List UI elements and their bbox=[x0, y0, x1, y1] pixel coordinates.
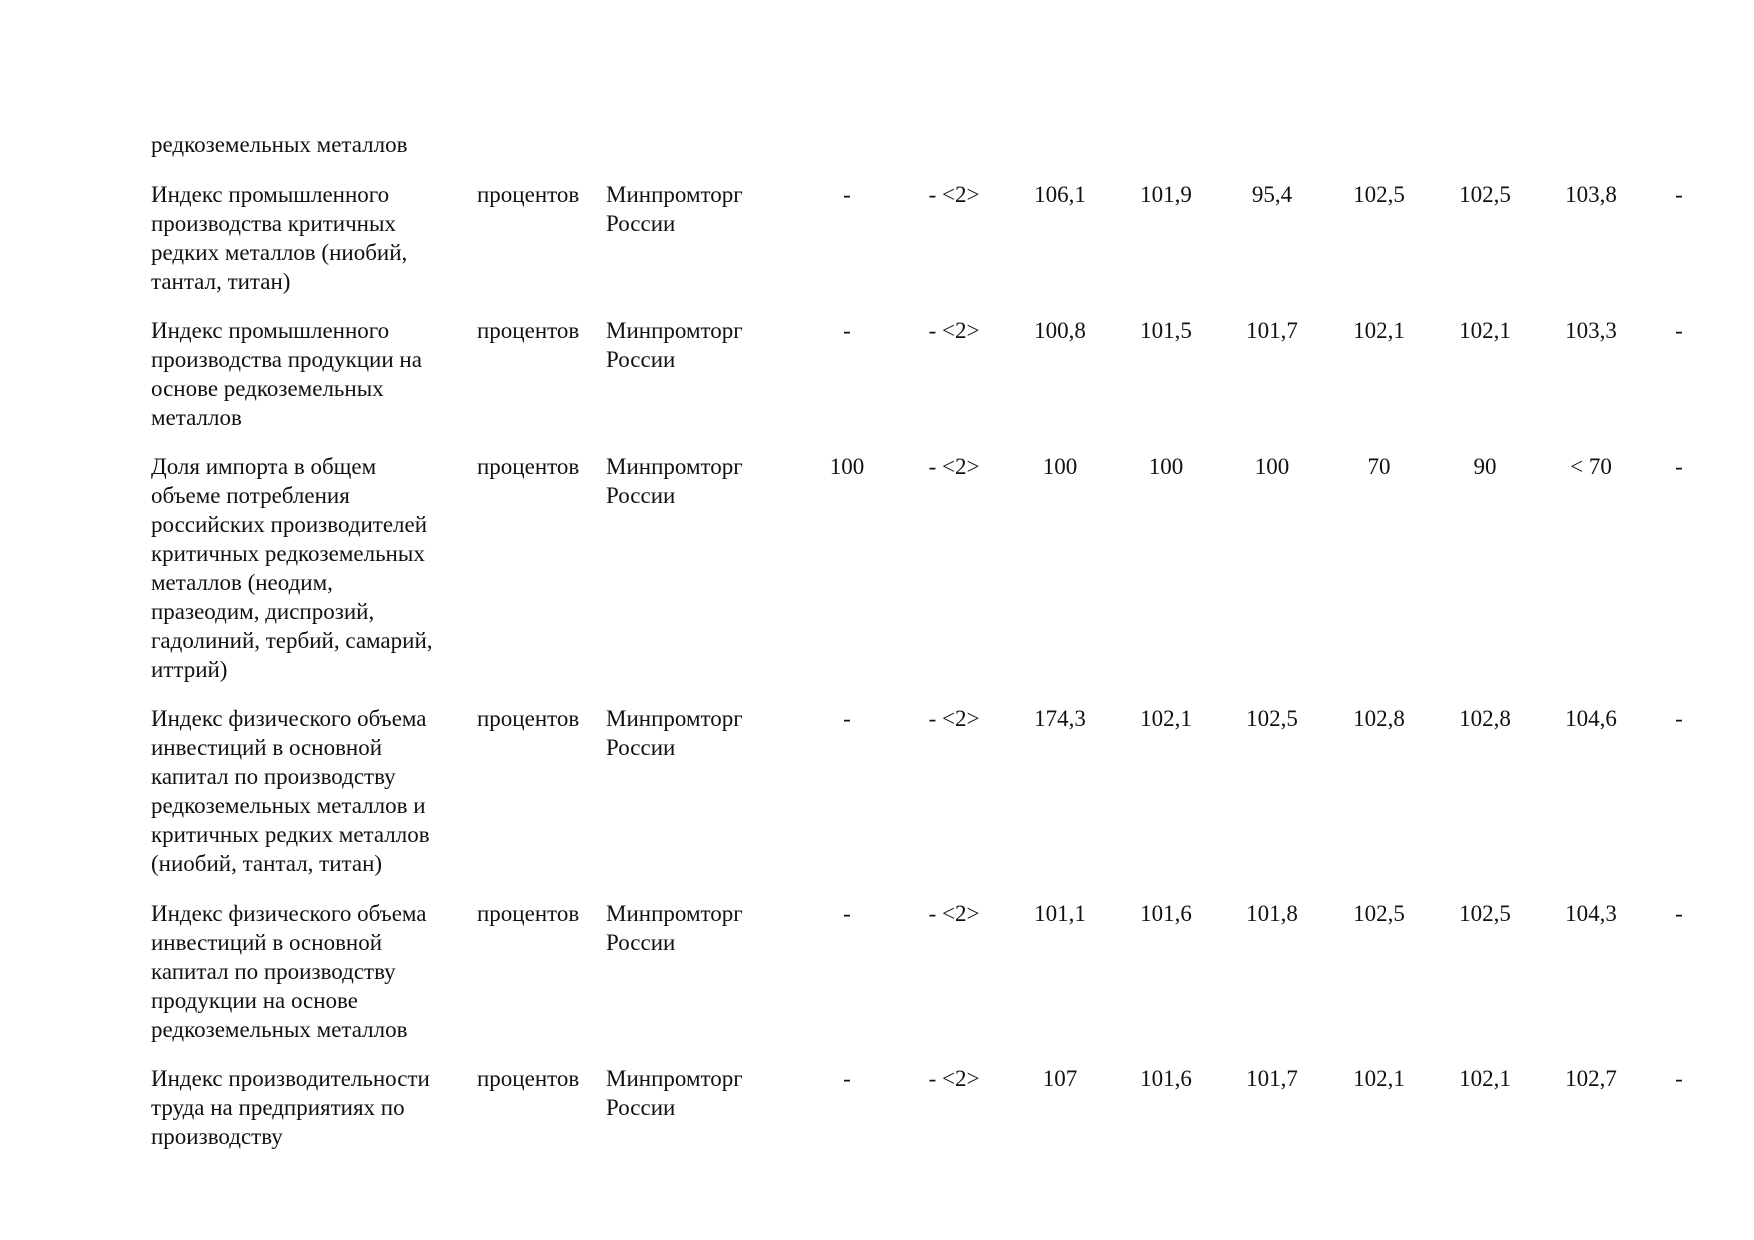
value-cell: 101,8 bbox=[1246, 901, 1298, 926]
value-cell: 102,5 bbox=[1246, 706, 1298, 731]
responsible-org: Минпромторг России bbox=[606, 706, 743, 760]
value-cell: 103,3 bbox=[1565, 318, 1617, 343]
responsible-org: Минпромторг России bbox=[606, 182, 743, 236]
value-cell: 102,1 bbox=[1459, 318, 1511, 343]
indicator-name: Индекс физического объема инвестиций в основной капитал по производству продукции на основе редкоземельных металлов bbox=[151, 901, 427, 1042]
value-cell: - bbox=[1675, 1066, 1683, 1091]
responsible-org: Минпромторг России bbox=[606, 454, 743, 508]
value-cell: 101,5 bbox=[1140, 318, 1192, 343]
value-cell: - <2> bbox=[928, 706, 980, 731]
value-cell: 102,5 bbox=[1353, 901, 1405, 926]
value-cell: 100,8 bbox=[1034, 318, 1086, 343]
value-cell: 104,6 bbox=[1565, 706, 1617, 731]
value-cell: 70 bbox=[1367, 454, 1391, 479]
responsible-org: Минпромторг России bbox=[606, 1066, 743, 1120]
value-cell: 101,6 bbox=[1140, 1066, 1192, 1091]
carry-over-text: редкоземельных металлов bbox=[151, 132, 408, 157]
value-cell: 102,8 bbox=[1353, 706, 1405, 731]
value-cell: - <2> bbox=[928, 318, 980, 343]
value-cell: 101,7 bbox=[1246, 1066, 1298, 1091]
value-cell: - <2> bbox=[928, 454, 980, 479]
indicator-unit: процентов bbox=[477, 706, 580, 731]
value-cell: 101,9 bbox=[1140, 182, 1192, 207]
value-cell: - bbox=[1675, 182, 1683, 207]
value-cell: 102,1 bbox=[1459, 1066, 1511, 1091]
value-cell: - bbox=[843, 706, 851, 731]
value-cell: 103,8 bbox=[1565, 182, 1617, 207]
value-cell: - <2> bbox=[928, 1066, 980, 1091]
value-cell: 107 bbox=[1042, 1066, 1078, 1091]
value-cell: 102,8 bbox=[1459, 706, 1511, 731]
value-cell: 102,1 bbox=[1353, 1066, 1405, 1091]
value-cell: 102,1 bbox=[1140, 706, 1192, 731]
indicator-name: Доля импорта в общем объеме потребления российских производителей критичных редкоземельных металлов (неодим, празеодим, диспрозий, гадолиний, тербий, самарий, иттрий) bbox=[151, 454, 433, 682]
value-cell: - bbox=[843, 901, 851, 926]
indicator-unit: процентов bbox=[477, 318, 580, 343]
value-cell: 102,7 bbox=[1565, 1066, 1617, 1091]
value-cell: 102,1 bbox=[1353, 318, 1405, 343]
value-cell: 100 bbox=[1254, 454, 1290, 479]
indicator-name: Индекс промышленного производства критичных редких металлов (ниобий, тантал, титан) bbox=[151, 182, 408, 294]
value-cell: 102,5 bbox=[1353, 182, 1405, 207]
value-cell: 101,7 bbox=[1246, 318, 1298, 343]
indicator-name: Индекс производительности труда на предприятиях по производству bbox=[151, 1066, 430, 1149]
value-cell: - bbox=[1675, 454, 1683, 479]
value-cell: 100 bbox=[829, 454, 865, 479]
value-cell: 106,1 bbox=[1034, 182, 1086, 207]
value-cell: 100 bbox=[1148, 454, 1184, 479]
value-cell: - bbox=[843, 1066, 851, 1091]
value-cell: 100 bbox=[1042, 454, 1078, 479]
indicator-unit: процентов bbox=[477, 454, 580, 479]
value-cell: 104,3 bbox=[1565, 901, 1617, 926]
value-cell: 174,3 bbox=[1034, 706, 1086, 731]
responsible-org: Минпромторг России bbox=[606, 901, 743, 955]
value-cell: - bbox=[843, 182, 851, 207]
indicator-name: Индекс промышленного производства продукции на основе редкоземельных металлов bbox=[151, 318, 422, 430]
value-cell: 102,5 bbox=[1459, 901, 1511, 926]
indicator-unit: процентов bbox=[477, 182, 580, 207]
value-cell: - bbox=[1675, 318, 1683, 343]
indicator-unit: процентов bbox=[477, 901, 580, 926]
indicator-name: Индекс физического объема инвестиций в основной капитал по производству редкоземельных металлов и критичных редких металлов (ниобий, тантал, титан) bbox=[151, 706, 430, 876]
value-cell: - <2> bbox=[928, 901, 980, 926]
value-cell: 101,1 bbox=[1034, 901, 1086, 926]
value-cell: 95,4 bbox=[1251, 182, 1293, 207]
value-cell: - bbox=[1675, 706, 1683, 731]
value-cell: - <2> bbox=[928, 182, 980, 207]
indicator-unit: процентов bbox=[477, 1066, 580, 1091]
value-cell: 101,6 bbox=[1140, 901, 1192, 926]
value-cell: - bbox=[843, 318, 851, 343]
value-cell: - bbox=[1675, 901, 1683, 926]
responsible-org: Минпромторг России bbox=[606, 318, 743, 372]
value-cell: 102,5 bbox=[1459, 182, 1511, 207]
value-cell: 90 bbox=[1473, 454, 1497, 479]
value-cell: < 70 bbox=[1570, 454, 1612, 479]
